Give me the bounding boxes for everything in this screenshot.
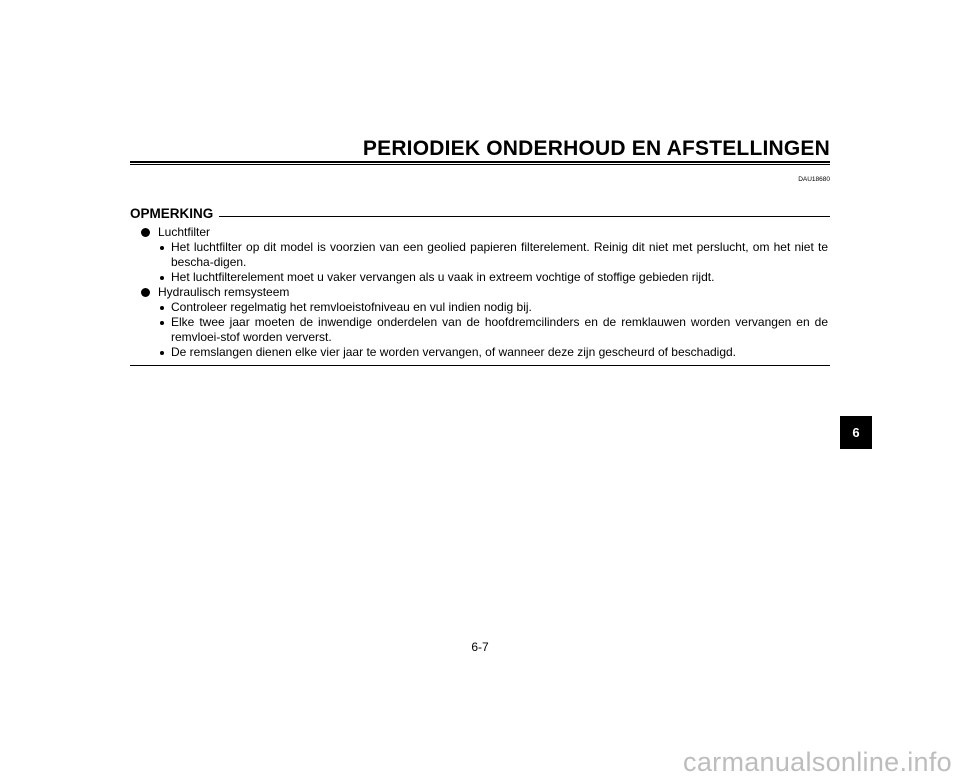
header-rule-thick [130,161,830,163]
list-bullet-icon [160,246,164,250]
note-topic [130,285,830,300]
note-list-item [130,240,830,270]
note-box [130,206,830,366]
note-heading-rule [219,216,830,217]
page-title: PERIODIEK ONDERHOUD EN AFSTELLINGEN [362,137,830,160]
note-heading: OPMERKING [130,206,214,221]
page-number: 6-7 [471,640,489,654]
watermark: carmanualsonline.info [683,747,952,777]
note-item-text: Controleer regelmatig het remvloeistofniveau en vul indien nodig bij. [171,300,532,314]
note-body [130,225,830,360]
note-item-text: Elke twee jaar moeten de inwendige onderdelen van de hoofdremcilinders en de remklauwen worden vervangen en de remvloei-stof worden ververst. [171,315,828,344]
header-rule-thin [130,164,830,165]
topic-bullet-icon [141,228,150,237]
header-rule [130,161,830,165]
list-bullet-icon [160,351,164,355]
note-topic-label: Hydraulisch remsysteem [158,285,290,299]
note-bottom-rule [130,365,830,366]
topic-bullet-icon [141,288,150,297]
note-list-item [130,300,830,315]
list-bullet-icon [160,306,164,310]
note-topic-label: Luchtfilter [158,225,211,239]
note-list-item [130,270,830,285]
list-bullet-icon [160,276,164,280]
chapter-tab [840,416,872,449]
chapter-tab-number: 6 [852,425,860,440]
note-topic [130,225,830,240]
note-item-text: De remslangen dienen elke vier jaar te worden vervangen, of wanneer deze zijn gescheurd of beschadigd. [171,345,737,359]
doc-code: DAU18680 [798,176,830,183]
note-item-text: Het luchtfilterelement moet u vaker vervangen als u vaak in extreem vochtige of stoffige gebieden rijdt. [171,270,715,284]
note-list-item [130,315,830,345]
list-bullet-icon [160,321,164,325]
note-header [130,206,830,221]
note-item-text: Het luchtfilter op dit model is voorzien van een geolied papieren filterelement. Reinig dit niet met perslucht, om het niet te bescha-digen. [171,240,828,269]
note-list-item [130,345,830,360]
